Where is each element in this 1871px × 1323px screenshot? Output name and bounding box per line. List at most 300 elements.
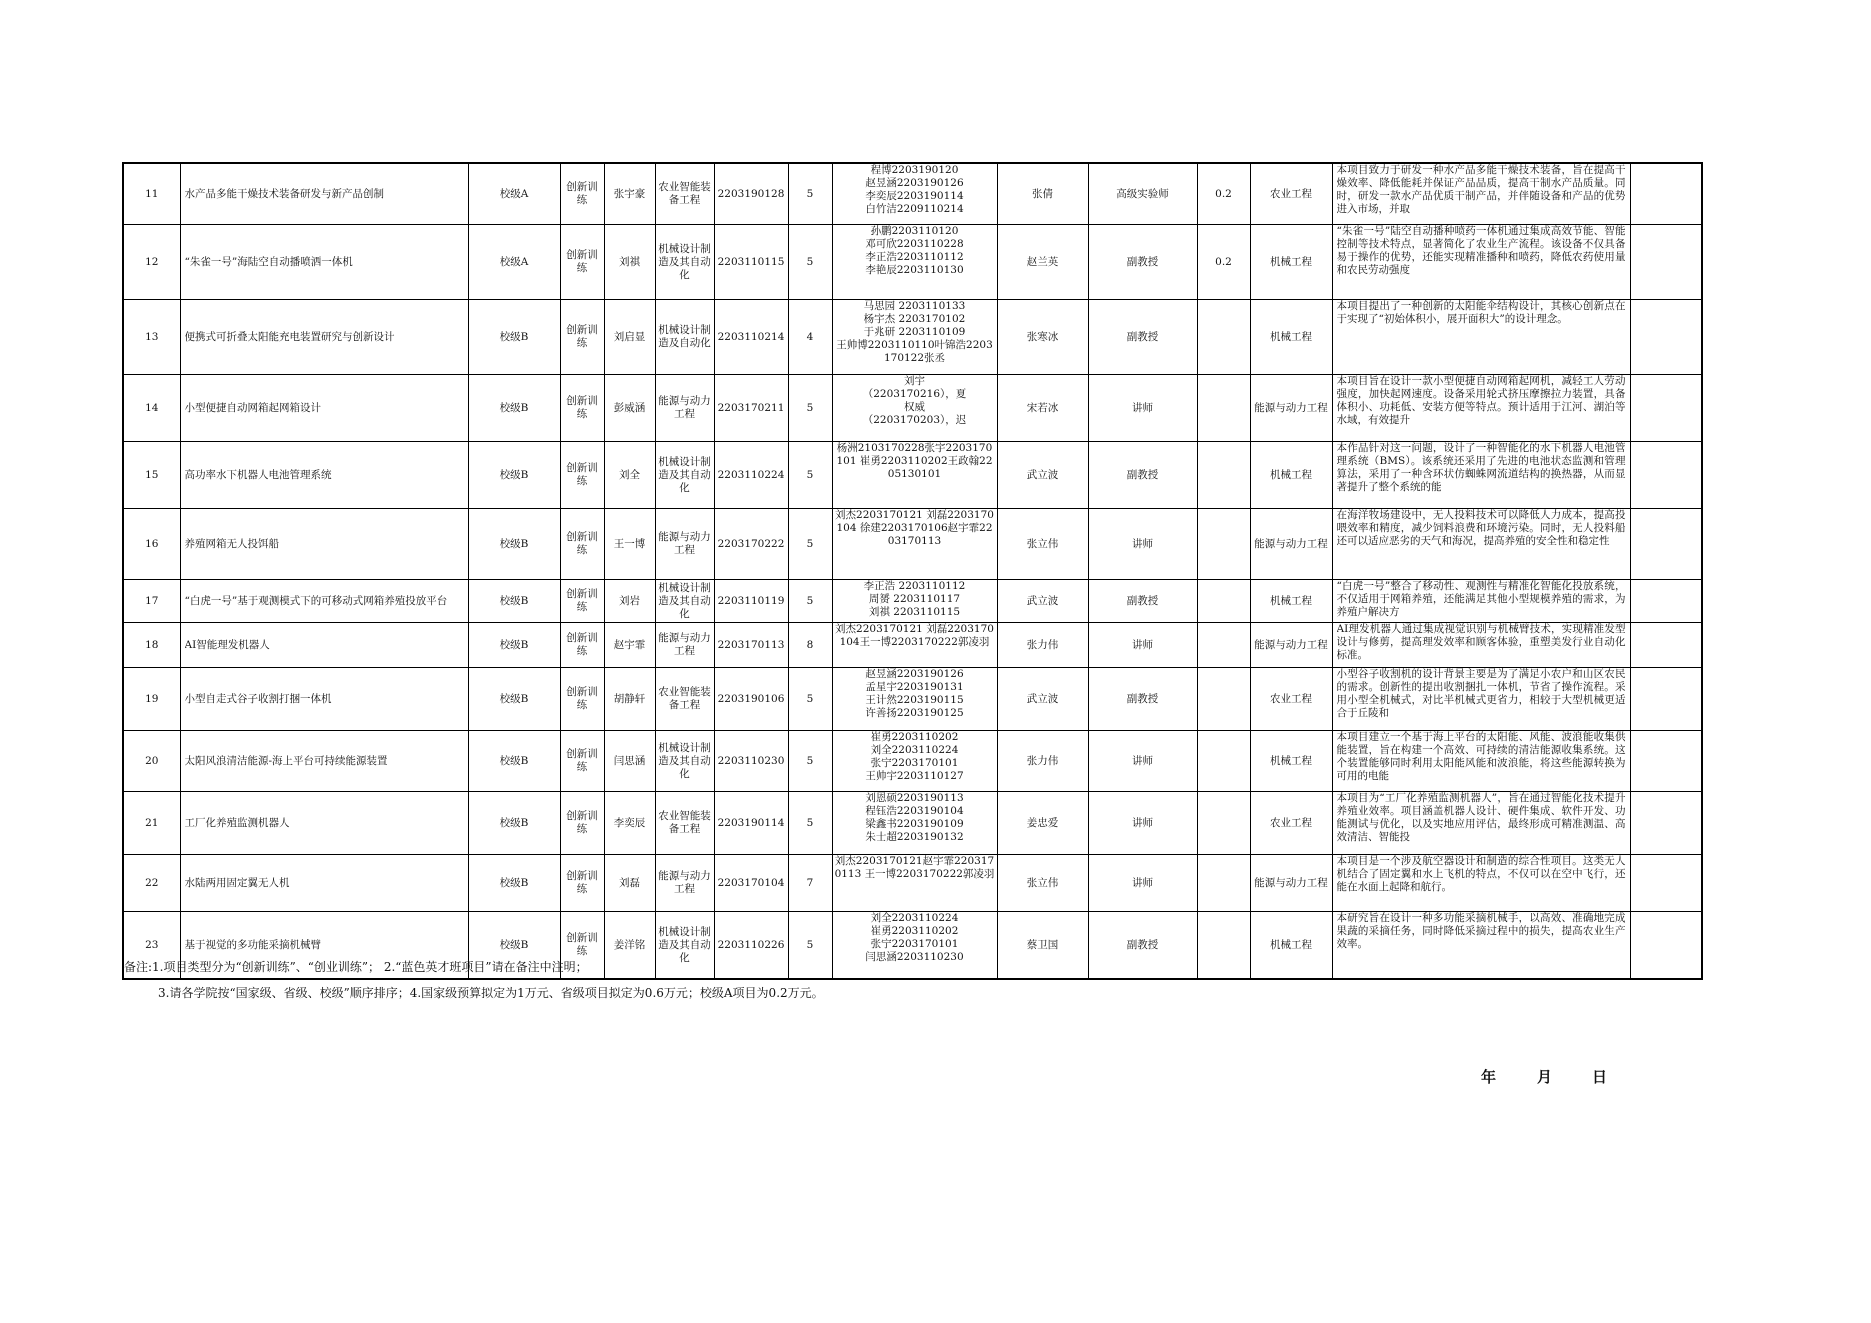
row-number-cell xyxy=(123,509,180,580)
discipline: 机械工程 xyxy=(1270,938,1312,951)
project-description-cell xyxy=(1332,163,1630,225)
leader-name-cell xyxy=(604,855,655,912)
team-members-cell xyxy=(832,375,997,442)
project-description-cell xyxy=(1332,792,1630,855)
project-type-cell xyxy=(560,855,604,912)
remarks-cell xyxy=(1630,623,1702,668)
project-description: AI理发机器人通过集成视觉识别与机械臂技术，实现精准发型设计与修剪，提高理发效率和顾客体验，重塑美发行业自动化标准。 xyxy=(1336,623,1626,661)
project-level-cell xyxy=(468,163,560,225)
leader-student-id-cell xyxy=(714,300,788,375)
project-level-cell xyxy=(468,731,560,792)
project-description-cell xyxy=(1332,225,1630,300)
team-members: 刘杰2203170121赵宇霏2203170113 王一博2203170222郭凌羽 xyxy=(834,855,995,880)
member-count: 5 xyxy=(806,187,814,200)
budget-cell xyxy=(1197,623,1250,668)
leader-major: 机械设计制造及其自动化 xyxy=(658,925,711,964)
table-row xyxy=(123,442,1702,509)
member-count: 5 xyxy=(806,401,814,414)
team-members-cell xyxy=(832,163,997,225)
team-members-cell xyxy=(832,509,997,580)
discipline: 能源与动力工程 xyxy=(1254,401,1328,414)
leader-major-cell xyxy=(655,163,714,225)
remarks-cell xyxy=(1630,442,1702,509)
table-row xyxy=(123,300,1702,375)
project-title-cell xyxy=(180,300,468,375)
advisor-name: 张倩 xyxy=(1032,187,1053,200)
advisor-name: 赵兰英 xyxy=(1026,255,1059,268)
advisor-name: 张力伟 xyxy=(1026,754,1059,767)
table-row xyxy=(123,509,1702,580)
row-number-cell xyxy=(123,442,180,509)
table-row xyxy=(123,623,1702,668)
project-title-cell xyxy=(180,442,468,509)
project-type-cell xyxy=(560,731,604,792)
leader-major-cell xyxy=(655,509,714,580)
project-title: “白虎一号”基于观测模式下的可移动式网箱养殖投放平台 xyxy=(184,594,448,607)
team-members: 崔勇2203110202 刘全2203110224 张宁2203170101 王帅宇2203110127 xyxy=(865,731,964,782)
leader-student-id-cell xyxy=(714,375,788,442)
leader-student-id: 2203170211 xyxy=(717,401,785,414)
leader-name: 张宇豪 xyxy=(613,187,646,200)
member-count-cell xyxy=(788,225,832,300)
leader-name: 刘磊 xyxy=(619,876,640,889)
discipline-cell xyxy=(1250,225,1332,300)
row-number: 21 xyxy=(145,816,159,829)
project-level: 校级B xyxy=(499,330,529,343)
project-title: 水产品多能干燥技术装备研发与新产品创制 xyxy=(184,187,384,200)
row-number-cell xyxy=(123,375,180,442)
advisor-name: 武立波 xyxy=(1026,468,1059,481)
discipline: 能源与动力工程 xyxy=(1254,876,1328,889)
member-count-cell xyxy=(788,855,832,912)
remarks-cell xyxy=(1630,375,1702,442)
team-members-cell xyxy=(832,912,997,980)
leader-major-cell xyxy=(655,623,714,668)
project-description-cell xyxy=(1332,912,1630,980)
project-title: 太阳风浪清洁能源-海上平台可持续能源装置 xyxy=(184,754,388,767)
member-count-cell xyxy=(788,300,832,375)
budget-cell xyxy=(1197,163,1250,225)
leader-major: 机械设计制造及其自动化 xyxy=(658,242,711,281)
leader-student-id-cell xyxy=(714,855,788,912)
leader-name-cell xyxy=(604,163,655,225)
row-number: 11 xyxy=(145,187,159,200)
project-type: 创新训练 xyxy=(566,181,598,206)
budget-cell xyxy=(1197,792,1250,855)
leader-major-cell xyxy=(655,912,714,980)
leader-name: 李奕辰 xyxy=(613,816,646,829)
advisor-rank-cell xyxy=(1088,855,1197,912)
leader-major-cell xyxy=(655,855,714,912)
project-type: 创新训练 xyxy=(566,324,598,349)
project-type-cell xyxy=(560,163,604,225)
team-members: 程博2203190120 赵昱涵2203190126 李奕辰2203190114 白竹洁2209110214 xyxy=(865,164,964,215)
row-number-cell xyxy=(123,792,180,855)
row-number-cell xyxy=(123,300,180,375)
advisor-rank-cell xyxy=(1088,623,1197,668)
project-description: “白虎一号”整合了移动性、观测性与精准化智能化投放系统，不仅适用于网箱养殖，还能满足其他小型规模养殖的需求，为养殖户解决方 xyxy=(1336,580,1626,618)
member-count-cell xyxy=(788,442,832,509)
team-members: 赵昱涵2203190126 孟星宇2203190131 王计然2203190115 许善扬2203190125 xyxy=(865,668,964,719)
remarks-line-2: 3.请各学院按“国家级、省级、校级”顺序排序；4.国家级预算拟定为1万元、省级项目拟定为0.6万元；校级A项目为0.2万元。 xyxy=(158,986,824,1000)
team-members-cell xyxy=(832,580,997,623)
advisor-name-cell xyxy=(997,442,1088,509)
leader-major-cell xyxy=(655,731,714,792)
budget-cell xyxy=(1197,300,1250,375)
project-type: 创新训练 xyxy=(566,686,598,711)
team-members: 马思园 2203110133 杨宇杰 2203170102 于兆研 2203110109 王帅博2203110110叶锦浩2203170122张丞 xyxy=(836,300,993,364)
advisor-rank-cell xyxy=(1088,163,1197,225)
project-level: 校级A xyxy=(499,255,529,268)
row-number: 14 xyxy=(145,401,159,414)
advisor-rank: 副教授 xyxy=(1126,692,1159,705)
leader-major-cell xyxy=(655,792,714,855)
leader-major: 机械设计制造及其自动化 xyxy=(658,455,711,494)
row-number-cell xyxy=(123,855,180,912)
project-level: 校级B xyxy=(499,468,529,481)
advisor-name-cell xyxy=(997,225,1088,300)
advisor-name-cell xyxy=(997,912,1088,980)
row-number: 15 xyxy=(145,468,159,481)
remarks-cell xyxy=(1630,855,1702,912)
discipline: 机械工程 xyxy=(1270,754,1312,767)
budget-cell xyxy=(1197,912,1250,980)
advisor-name-cell xyxy=(997,623,1088,668)
budget-cell xyxy=(1197,855,1250,912)
advisor-rank-cell xyxy=(1088,912,1197,980)
project-type-cell xyxy=(560,580,604,623)
project-type: 创新训练 xyxy=(566,395,598,420)
advisor-name: 姜忠爱 xyxy=(1026,816,1059,829)
project-title: 工厂化养殖监测机器人 xyxy=(184,816,290,829)
leader-name: 胡静轩 xyxy=(613,692,646,705)
project-level-cell xyxy=(468,509,560,580)
advisor-rank: 副教授 xyxy=(1126,938,1159,951)
project-title-cell xyxy=(180,163,468,225)
leader-name-cell xyxy=(604,731,655,792)
row-number-cell xyxy=(123,731,180,792)
leader-major: 农业智能装备工程 xyxy=(658,810,711,835)
leader-name-cell xyxy=(604,668,655,731)
advisor-name: 张寒冰 xyxy=(1026,330,1059,343)
project-level: 校级B xyxy=(499,754,529,767)
advisor-rank: 讲师 xyxy=(1132,638,1153,651)
project-description-cell xyxy=(1332,731,1630,792)
leader-name: 彭威涵 xyxy=(613,401,646,414)
project-level-cell xyxy=(468,442,560,509)
advisor-rank: 讲师 xyxy=(1132,401,1153,414)
advisor-rank: 副教授 xyxy=(1126,255,1159,268)
project-type: 创新训练 xyxy=(566,748,598,773)
discipline-cell xyxy=(1250,375,1332,442)
remarks-cell xyxy=(1630,300,1702,375)
leader-name-cell xyxy=(604,792,655,855)
project-title: 基于视觉的多功能采摘机械臂 xyxy=(184,938,321,951)
advisor-rank-cell xyxy=(1088,225,1197,300)
project-level: 校级B xyxy=(499,876,529,889)
project-type: 创新训练 xyxy=(566,249,598,274)
leader-student-id: 2203110224 xyxy=(717,468,785,481)
project-description: 本作品针对这一问题，设计了一种智能化的水下机器人电池管理系统（BMS）。该系统还采用了先进的电池状态监测和管理算法，采用了一种含环状仿蜘蛛网流道结构的换热器，从而显著提升了整个系统的能 xyxy=(1336,442,1626,493)
discipline-cell xyxy=(1250,912,1332,980)
remarks-cell xyxy=(1630,912,1702,980)
table-row xyxy=(123,163,1702,225)
project-type-cell xyxy=(560,509,604,580)
project-type-cell xyxy=(560,792,604,855)
project-description-cell xyxy=(1332,855,1630,912)
project-level-cell xyxy=(468,855,560,912)
leader-student-id: 2203190106 xyxy=(717,692,785,705)
project-level-cell xyxy=(468,792,560,855)
budget-cell xyxy=(1197,509,1250,580)
row-number: 19 xyxy=(145,692,159,705)
project-level: 校级B xyxy=(499,816,529,829)
project-description: “朱雀一号”陆空自动播种喷药一体机通过集成高效节能、智能控制等技术特点，显著简化了农业生产流程。该设备不仅具备易于操作的优势，还能实现精准播种和喷药，降低农药使用量和农民劳动强度 xyxy=(1336,225,1626,276)
member-count-cell xyxy=(788,375,832,442)
leader-major-cell xyxy=(655,580,714,623)
project-type-cell xyxy=(560,225,604,300)
discipline: 能源与动力工程 xyxy=(1254,638,1328,651)
row-number: 23 xyxy=(145,938,159,951)
leader-student-id-cell xyxy=(714,912,788,980)
remarks-cell xyxy=(1630,668,1702,731)
discipline: 机械工程 xyxy=(1270,468,1312,481)
leader-name-cell xyxy=(604,225,655,300)
team-members-cell xyxy=(832,225,997,300)
advisor-rank-cell xyxy=(1088,731,1197,792)
leader-student-id-cell xyxy=(714,225,788,300)
advisor-name: 张立伟 xyxy=(1026,876,1059,889)
leader-major: 机械设计制造及其自动化 xyxy=(658,741,711,780)
leader-major: 机械设计制造及自动化 xyxy=(658,324,711,349)
project-description-cell xyxy=(1332,300,1630,375)
remarks-cell xyxy=(1630,509,1702,580)
advisor-name-cell xyxy=(997,509,1088,580)
project-description-cell xyxy=(1332,442,1630,509)
project-title-cell xyxy=(180,580,468,623)
project-title: 高功率水下机器人电池管理系统 xyxy=(184,468,332,481)
budget: 0.2 xyxy=(1215,255,1232,268)
advisor-rank-cell xyxy=(1088,442,1197,509)
project-title: AI智能理发机器人 xyxy=(184,638,270,651)
remarks-line-1: 备注:1.项目类型分为“创新训练”、“创业训练”； 2.“蓝色英才班项目”请在备注中注明； xyxy=(124,960,588,974)
leader-student-id: 2203110119 xyxy=(717,594,785,607)
date-month-label: 月 xyxy=(1537,1068,1553,1086)
discipline: 能源与动力工程 xyxy=(1254,537,1328,550)
member-count: 5 xyxy=(806,537,814,550)
leader-name-cell xyxy=(604,623,655,668)
leader-major: 能源与动力工程 xyxy=(658,632,711,657)
leader-student-id-cell xyxy=(714,580,788,623)
table-row xyxy=(123,375,1702,442)
table-row xyxy=(123,855,1702,912)
member-count: 5 xyxy=(806,594,814,607)
team-members: 刘杰2203170121 刘磊2203170104王一博2203170222郭凌羽 xyxy=(835,623,994,648)
project-description: 本项目是一个涉及航空器设计和制造的综合性项目。这类无人机结合了固定翼和水上飞机的特点，不仅可以在空中飞行，还能在水面上起降和航行。 xyxy=(1336,855,1626,893)
budget-cell xyxy=(1197,668,1250,731)
leader-student-id-cell xyxy=(714,668,788,731)
project-title: 养殖网箱无人投饵船 xyxy=(184,537,279,550)
project-description-cell xyxy=(1332,668,1630,731)
project-level-cell xyxy=(468,668,560,731)
project-title: 水陆两用固定翼无人机 xyxy=(184,876,290,889)
advisor-rank: 高级实验师 xyxy=(1116,187,1169,200)
leader-name: 刘全 xyxy=(619,468,640,481)
leader-name: 闫思涵 xyxy=(613,754,646,767)
project-type: 创新训练 xyxy=(566,810,598,835)
leader-major-cell xyxy=(655,375,714,442)
discipline: 农业工程 xyxy=(1270,816,1312,829)
member-count-cell xyxy=(788,509,832,580)
leader-name: 王一博 xyxy=(613,537,646,550)
row-number-cell xyxy=(123,623,180,668)
team-members: 刘宇 （2203170216），夏 权威 （2203170203），迟 xyxy=(862,375,967,426)
project-type: 创新训练 xyxy=(566,632,598,657)
project-title: 便携式可折叠太阳能充电装置研究与创新设计 xyxy=(184,330,395,343)
advisor-rank: 副教授 xyxy=(1126,594,1159,607)
remarks-cell xyxy=(1630,792,1702,855)
project-type-cell xyxy=(560,668,604,731)
remarks-cell xyxy=(1630,163,1702,225)
team-members: 孙鹏2203110120 邓可欣2203110228 李正浩2203110112 李艳辰2203110130 xyxy=(865,225,964,276)
advisor-rank: 讲师 xyxy=(1132,754,1153,767)
project-type: 创新训练 xyxy=(566,588,598,613)
leader-name: 刘岩 xyxy=(619,594,640,607)
leader-student-id-cell xyxy=(714,509,788,580)
leader-student-id-cell xyxy=(714,731,788,792)
discipline-cell xyxy=(1250,792,1332,855)
member-count-cell xyxy=(788,580,832,623)
discipline-cell xyxy=(1250,509,1332,580)
project-type-cell xyxy=(560,375,604,442)
project-table xyxy=(122,162,1703,980)
table-row xyxy=(123,731,1702,792)
advisor-rank: 讲师 xyxy=(1132,537,1153,550)
discipline: 农业工程 xyxy=(1270,187,1312,200)
table-row xyxy=(123,580,1702,623)
project-description-cell xyxy=(1332,509,1630,580)
row-number: 16 xyxy=(145,537,159,550)
advisor-name-cell xyxy=(997,731,1088,792)
member-count: 5 xyxy=(806,468,814,481)
advisor-rank-cell xyxy=(1088,668,1197,731)
member-count-cell xyxy=(788,912,832,980)
leader-name-cell xyxy=(604,509,655,580)
row-number: 12 xyxy=(145,255,159,268)
project-description: 在海洋牧场建设中，无人投料技术可以降低人力成本，提高投喂效率和精度，减少饲料浪费和环境污染。同时，无人投料船还可以适应恶劣的天气和海况，提高养殖的安全性和稳定性 xyxy=(1336,509,1626,547)
remarks-cell xyxy=(1630,731,1702,792)
advisor-name-cell xyxy=(997,668,1088,731)
leader-name-cell xyxy=(604,912,655,980)
discipline-cell xyxy=(1250,163,1332,225)
leader-student-id: 2203110230 xyxy=(717,754,785,767)
member-count: 4 xyxy=(806,330,814,343)
leader-student-id: 2203170222 xyxy=(717,537,785,550)
project-level-cell xyxy=(468,623,560,668)
discipline: 机械工程 xyxy=(1270,330,1312,343)
team-members-cell xyxy=(832,623,997,668)
project-title-cell xyxy=(180,623,468,668)
member-count: 5 xyxy=(806,816,814,829)
budget: 0.2 xyxy=(1215,187,1232,200)
leader-name: 刘祺 xyxy=(619,255,640,268)
leader-major: 能源与动力工程 xyxy=(658,395,711,420)
leader-student-id: 2203110214 xyxy=(717,330,785,343)
member-count-cell xyxy=(788,792,832,855)
discipline: 机械工程 xyxy=(1270,594,1312,607)
leader-student-id: 2203170113 xyxy=(717,638,785,651)
discipline-cell xyxy=(1250,580,1332,623)
leader-name-cell xyxy=(604,300,655,375)
project-type: 创新训练 xyxy=(566,531,598,556)
leader-student-id: 2203170104 xyxy=(717,876,785,889)
project-title-cell xyxy=(180,855,468,912)
leader-major-cell xyxy=(655,442,714,509)
leader-name: 刘启显 xyxy=(613,330,646,343)
row-number: 20 xyxy=(145,754,159,767)
team-members-cell xyxy=(832,855,997,912)
remarks-cell xyxy=(1630,580,1702,623)
project-type: 创新训练 xyxy=(566,462,598,487)
leader-student-id: 2203190114 xyxy=(717,816,785,829)
project-description: 小型谷子收割机的设计背景主要是为了满足小农户和山区农民的需求。创新性的提出收割捆扎一体机，节省了操作流程。采用小型全机械式，对比半机械式更省力，相较于大型机械更适合于丘陵和 xyxy=(1336,668,1626,719)
project-type-cell xyxy=(560,442,604,509)
team-members-cell xyxy=(832,792,997,855)
project-level: 校级B xyxy=(499,692,529,705)
advisor-rank: 副教授 xyxy=(1126,468,1159,481)
discipline-cell xyxy=(1250,855,1332,912)
table-row xyxy=(123,792,1702,855)
advisor-rank-cell xyxy=(1088,300,1197,375)
row-number-cell xyxy=(123,580,180,623)
project-level: 校级A xyxy=(499,187,529,200)
leader-student-id-cell xyxy=(714,623,788,668)
project-type-cell xyxy=(560,300,604,375)
project-description: 本项目为“工厂化养殖监测机器人”，旨在通过智能化技术提升养殖业效率。项目涵盖机器人设计、硬件集成、软件开发、功能测试与优化，以及实地应用评估，最终形成可精准测温、高效清洁、智能投 xyxy=(1336,792,1626,843)
project-description: 本研究旨在设计一种多功能采摘机械手，以高效、准确地完成果蔬的采摘任务，同时降低采摘过程中的损失，提高农业生产效率。 xyxy=(1336,912,1626,950)
table-row xyxy=(123,668,1702,731)
member-count-cell xyxy=(788,731,832,792)
project-description: 本项目提出了一种创新的太阳能伞结构设计，其核心创新点在于实现了“初始体积小，展开面积大”的设计理念。 xyxy=(1336,300,1626,325)
discipline-cell xyxy=(1250,668,1332,731)
advisor-name: 蔡卫国 xyxy=(1026,938,1059,951)
leader-student-id: 2203190128 xyxy=(717,187,785,200)
row-number: 13 xyxy=(145,330,159,343)
leader-student-id-cell xyxy=(714,163,788,225)
row-number-cell xyxy=(123,225,180,300)
advisor-name: 武立波 xyxy=(1026,594,1059,607)
team-members: 李正浩 2203110112 周赟 2203110117 刘祺 2203110115 xyxy=(863,580,966,618)
project-description: 本项目致力于研发一种水产品多能干燥技术装备，旨在提高干燥效率、降低能耗并保证产品品质，提高干制水产品质量。同时，研发一款水产品优质干制产品，并伴随设备和产品的优势进入市场，并取 xyxy=(1336,164,1626,215)
remarks-cell xyxy=(1630,225,1702,300)
budget-cell xyxy=(1197,225,1250,300)
project-type: 创新训练 xyxy=(566,870,598,895)
discipline-cell xyxy=(1250,623,1332,668)
leader-student-id-cell xyxy=(714,442,788,509)
budget-cell xyxy=(1197,375,1250,442)
advisor-name: 宋若冰 xyxy=(1026,401,1059,414)
leader-name: 姜洋铭 xyxy=(613,938,646,951)
table-row xyxy=(123,225,1702,300)
project-level-cell xyxy=(468,375,560,442)
advisor-name-cell xyxy=(997,163,1088,225)
leader-name-cell xyxy=(604,442,655,509)
discipline: 农业工程 xyxy=(1270,692,1312,705)
project-title: 小型便捷自动网箱起网箱设计 xyxy=(184,401,321,414)
budget-cell xyxy=(1197,442,1250,509)
project-title: “朱雀一号”海陆空自动播喷洒一体机 xyxy=(184,255,353,268)
advisor-rank-cell xyxy=(1088,509,1197,580)
